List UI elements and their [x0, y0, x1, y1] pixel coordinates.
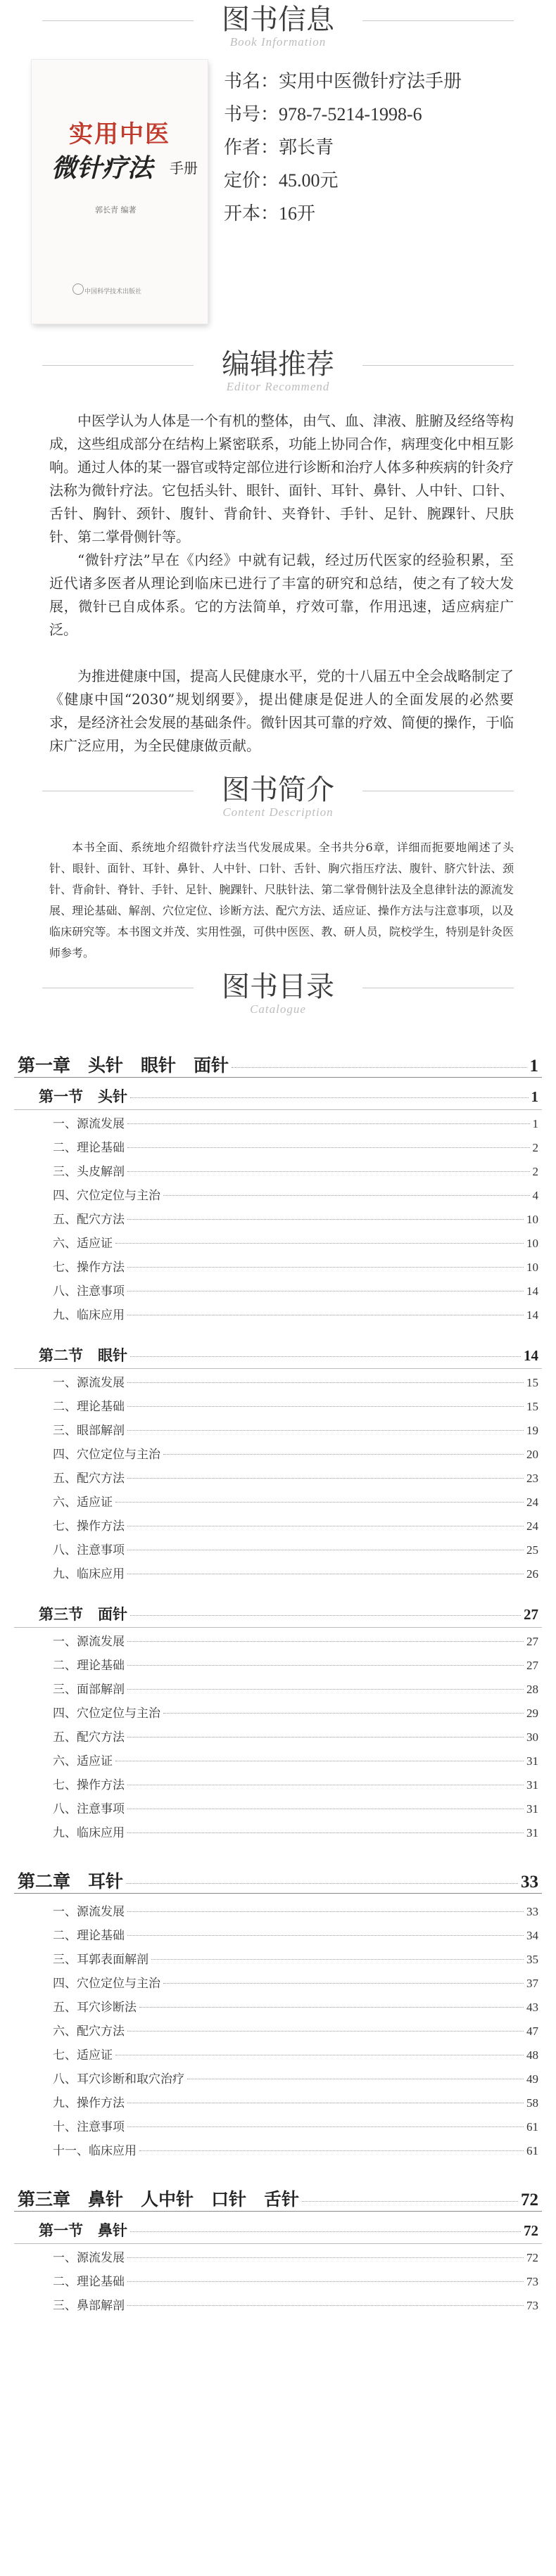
toc-page-number: 31: [526, 1826, 538, 1839]
toc-item-row: [53, 1973, 538, 1991]
toc-leader-dots: [127, 1291, 524, 1292]
toc-leader-dots: [127, 1171, 530, 1172]
toc-entry-title: 七、适应证: [53, 2048, 113, 2062]
toc-entry-title: 第二章 耳针: [18, 1871, 124, 1892]
toc-entry-title: 一、源流发展: [53, 2251, 125, 2265]
section-rule: [14, 1109, 542, 1110]
toc-page-number: 10: [526, 1213, 538, 1226]
toc-page-number: 24: [526, 1496, 538, 1509]
toc-entry-title: 七、操作方法: [53, 1519, 125, 1534]
toc-page-number: 37: [526, 1977, 538, 1990]
toc-leader-dots: [302, 2201, 518, 2202]
toc-page-number: 72: [521, 2191, 538, 2210]
toc-entry-title: 十一、临床应用: [53, 2144, 137, 2158]
toc-entry-title: 六、适应证: [53, 1237, 113, 1251]
book-name-value: 实用中医微针疗法手册: [279, 71, 462, 91]
toc-entry-title: 八、注意事项: [53, 1802, 125, 1816]
toc-page-number: 1: [531, 1088, 538, 1105]
toc-item-row: [53, 1949, 538, 1967]
cover-author: 郭长青 编著: [95, 205, 137, 215]
toc-leader-dots: [163, 1454, 524, 1455]
toc-leader-dots: [127, 2305, 524, 2306]
toc-page-number: 27: [526, 1659, 538, 1672]
toc-page-number: 61: [526, 2120, 538, 2134]
book-format-value: 16开: [279, 203, 316, 224]
section-subtitle: Catalogue: [250, 1002, 306, 1016]
toc-leader-dots: [127, 1147, 530, 1148]
toc-entry-title: 六、配穴方法: [53, 2025, 125, 2039]
toc-section-row: [39, 1603, 538, 1624]
toc-item-row: [53, 1372, 538, 1390]
toc-page-number: 61: [526, 2144, 538, 2157]
toc-item-row: [53, 1233, 538, 1251]
toc-item-row: [53, 1161, 538, 1179]
section-subtitle: Editor Recommend: [226, 380, 330, 393]
toc-item-row: [53, 2141, 538, 2158]
toc-leader-dots: [127, 1123, 530, 1124]
toc-entry-title: 九、临床应用: [53, 1826, 125, 1840]
toc-page-number: 19: [526, 1424, 538, 1437]
toc-entry-title: 第二节 眼针: [39, 1346, 127, 1364]
section-header-info: [0, 4, 556, 49]
toc-page-number: 27: [524, 1606, 538, 1623]
toc-page-number: 43: [526, 2001, 538, 2014]
toc-leader-dots: [127, 1689, 524, 1690]
description-paragraph: 本书全面、系统地介绍微针疗法当代发展成果。全书共分6章，详细而扼要地阐述了头针、眼针、面针、耳针、鼻针、人中针、口针、舌针、胸穴指压疗法、腹针、脐穴针法、颈针、背俞针、脊针、手针、足针、腕踝针、尺肤针法、第二掌骨侧针法及全息律针法的源流发展、理论基础、解剖、穴位定位、诊断方法、配穴方法、适应证、操作方法与注意事项，以及临床研究等。本书图文并茂、实用性强，可供中医医、教、研人员，院校学生，特别是针灸医师参考。: [49, 841, 514, 959]
cover-title-line1: 实用中医: [69, 120, 170, 148]
toc-entry-title: 三、面部解剖: [53, 1683, 125, 1697]
toc-item-row: [53, 1540, 538, 1557]
toc-item-row: [53, 1209, 538, 1227]
toc-entry-title: 三、头皮解剖: [53, 1165, 125, 1179]
toc-page-number: 73: [526, 2275, 538, 2288]
toc-leader-dots: [163, 1713, 524, 1714]
toc-item-row: [53, 2093, 538, 2110]
toc-item-row: [53, 1305, 538, 1322]
toc-page-number: 20: [526, 1448, 538, 1461]
book-price-value: 45.00元: [279, 170, 339, 191]
toc-entry-title: 九、临床应用: [53, 1308, 125, 1322]
toc-page-number: 28: [526, 1683, 538, 1696]
toc-entry-title: 五、配穴方法: [53, 1730, 125, 1745]
section-title: 图书目录: [222, 971, 334, 1003]
toc-entry-title: 三、耳郭表面解剖: [53, 1953, 149, 1967]
toc-entry-title: 三、眼部解剖: [53, 1424, 125, 1438]
toc-entry-title: 八、耳穴诊断和取穴治疗: [53, 2072, 184, 2086]
toc-leader-dots: [163, 1195, 530, 1196]
toc-item-row: [53, 2295, 538, 2313]
toc-leader-dots: [232, 1067, 526, 1068]
toc-item-row: [53, 1775, 538, 1792]
toc-chapter-row: [18, 1868, 538, 1893]
toc-item-row: [53, 1137, 538, 1155]
toc-page-number: 2: [532, 1165, 538, 1178]
book-isbn-value: 978-7-5214-1998-6: [279, 104, 422, 125]
toc-item-row: [53, 2247, 538, 2265]
toc-page-number: 14: [526, 1308, 538, 1322]
toc-item-row: [53, 1114, 538, 1131]
toc-section-row: [39, 2219, 538, 2240]
section-subtitle: Book Information: [229, 35, 327, 49]
toc-entry-title: 第一章 头针 眼针 面针: [18, 1055, 229, 1076]
toc-page-number: 31: [526, 1754, 538, 1768]
toc-leader-dots: [126, 1883, 518, 1884]
toc-section-row: [39, 1344, 538, 1365]
toc-entry-title: 八、注意事项: [53, 1543, 125, 1557]
toc-leader-dots: [127, 1267, 524, 1268]
toc-entry-title: 一、源流发展: [53, 1117, 125, 1131]
toc-item-row: [53, 1281, 538, 1299]
toc-page-number: 72: [526, 2251, 538, 2264]
toc-leader-dots: [139, 2007, 524, 2008]
chapter-rule: [14, 1893, 542, 1894]
toc-entry-title: 六、适应证: [53, 1754, 113, 1768]
book-isbn-row: [224, 98, 533, 131]
book-price-row: [224, 164, 533, 197]
toc-entry-title: 二、理论基础: [53, 1400, 125, 1414]
toc-leader-dots: [130, 1615, 521, 1616]
book-price-label: 定价：: [224, 170, 279, 191]
toc-item-row: [53, 1420, 538, 1438]
toc-page-number: 27: [526, 1635, 538, 1648]
chapter-rule: [14, 2211, 542, 2212]
toc-item-row: [53, 1492, 538, 1510]
toc-page-number: 58: [526, 2096, 538, 2110]
toc-entry-title: 十、注意事项: [53, 2120, 125, 2134]
toc-leader-dots: [127, 1911, 524, 1912]
toc-chapter-row: [18, 1052, 538, 1077]
toc-entry-title: 第一节 鼻针: [39, 2221, 127, 2239]
book-author-value: 郭长青: [279, 137, 334, 158]
toc-item-row: [53, 1727, 538, 1745]
toc-item-row: [53, 1396, 538, 1414]
toc-page-number: 1: [529, 1057, 538, 1076]
toc-leader-dots: [151, 1959, 524, 1960]
toc-entry-title: 六、适应证: [53, 1496, 113, 1510]
book-cover-image: [32, 60, 208, 324]
chapter-rule: [14, 1077, 542, 1078]
toc-entry-title: 四、穴位定位与主治: [53, 1189, 160, 1203]
cover-publisher: 中国科学技术出版社: [84, 288, 142, 295]
toc-page-number: 47: [526, 2025, 538, 2038]
toc-item-row: [53, 1799, 538, 1816]
toc-page-number: 48: [526, 2048, 538, 2062]
toc-page-number: 73: [526, 2299, 538, 2312]
toc-item-row: [53, 1679, 538, 1697]
book-info-list: [224, 65, 533, 230]
toc-section-row: [39, 1085, 538, 1107]
book-name-row: [224, 65, 533, 98]
toc-page-number: 26: [526, 1567, 538, 1581]
toc-page-number: 2: [532, 1141, 538, 1154]
toc-page-number: 15: [526, 1400, 538, 1413]
toc-entry-title: 一、源流发展: [53, 1376, 125, 1390]
toc-item-row: [53, 2045, 538, 2062]
toc-page-number: 24: [526, 1519, 538, 1533]
toc-leader-dots: [127, 1219, 524, 1220]
toc-item-row: [53, 1185, 538, 1203]
toc-leader-dots: [127, 1665, 524, 1666]
toc-entry-title: 第三章 鼻针 人中针 口针 舌针: [18, 2189, 300, 2210]
section-title: 图书信息: [222, 4, 334, 36]
publisher-logo-icon: [72, 283, 84, 295]
toc-page-number: 30: [526, 1730, 538, 1744]
section-title: 编辑推荐: [222, 348, 334, 381]
recommend-paragraph-2: “微针疗法”早在《内经》中就有记载，经过历代医家的经验积累，至近代诸多医者从理论到临床已进行了丰富的研究和总结，使之有了较大发展，微针已自成体系。它的方法简单，疗效可靠，作用迅速，适应病症广泛。: [49, 551, 514, 638]
section-title: 图书简介: [222, 774, 334, 806]
section-rule: [14, 2243, 542, 2244]
book-isbn-label: 书号：: [224, 104, 279, 125]
cover-title-line2: 微针疗法: [51, 153, 153, 183]
toc-entry-title: 四、穴位定位与主治: [53, 1707, 160, 1721]
toc-item-row: [53, 2117, 538, 2134]
toc-item-row: [53, 2021, 538, 2039]
toc-leader-dots: [139, 2150, 524, 2151]
toc-page-number: 31: [526, 1802, 538, 1816]
toc-item-row: [53, 1516, 538, 1534]
cover-title-line3: 手册: [170, 160, 198, 177]
toc-leader-dots: [127, 1430, 524, 1431]
toc-item-row: [53, 1997, 538, 2015]
toc-page-number: 4: [532, 1189, 538, 1202]
book-author-row: [224, 131, 533, 164]
toc-page-number: 10: [526, 1237, 538, 1250]
section-header-catalogue: [0, 971, 556, 1016]
toc-leader-dots: [115, 1502, 524, 1503]
toc-entry-title: 九、操作方法: [53, 2096, 125, 2110]
toc-page-number: 33: [521, 1873, 538, 1892]
section-rule: [14, 1627, 542, 1628]
toc-entry-title: 二、理论基础: [53, 1659, 125, 1673]
toc-page-number: 35: [526, 1953, 538, 1966]
toc-leader-dots: [130, 2231, 521, 2232]
book-author-label: 作者：: [224, 137, 279, 158]
recommend-paragraph-3: 为推进健康中国，提高人民健康水平，党的十八届五中全会战略制定了《健康中国“2030”规划纲要》，提出健康是促进人的全面发展的必然要求，是经济社会发展的基础条件。微针因其可靠的疗效、简便的操作，于临床广泛应用，为全民健康做贡献。: [49, 668, 514, 754]
toc-entry-title: 第三节 面针: [39, 1605, 127, 1623]
toc-entry-title: 二、理论基础: [53, 1141, 125, 1155]
toc-entry-title: 五、配穴方法: [53, 1472, 125, 1486]
toc-entry-title: 八、注意事项: [53, 1284, 125, 1299]
toc-page-number: 49: [526, 2072, 538, 2086]
toc-item-row: [53, 1751, 538, 1768]
toc-entry-title: 一、源流发展: [53, 1635, 125, 1649]
toc-item-row: [53, 1703, 538, 1721]
toc-item-row: [53, 2271, 538, 2289]
toc-leader-dots: [127, 1478, 524, 1479]
toc-item-row: [53, 1444, 538, 1462]
toc-leader-dots: [127, 2281, 524, 2282]
toc-leader-dots: [127, 1406, 524, 1407]
toc-entry-title: 五、耳穴诊断法: [53, 2001, 137, 2015]
toc-leader-dots: [130, 1097, 529, 1098]
toc-entry-title: 四、穴位定位与主治: [53, 1977, 160, 1991]
toc-leader-dots: [127, 1641, 524, 1642]
toc-chapter-row: [18, 2186, 538, 2211]
section-header-recommend: [0, 348, 556, 393]
toc-leader-dots: [127, 2031, 524, 2032]
toc-entry-title: 七、操作方法: [53, 1261, 125, 1275]
toc-item-row: [53, 1925, 538, 1943]
toc-entry-title: 五、配穴方法: [53, 1213, 125, 1227]
recommend-paragraph-1: 中医学认为人体是一个有机的整体，由气、血、津液、脏腑及经络等构成，这些组成部分在结构上紧密联系，功能上协同合作，病理变化中相互影响。通过人体的某一器官或特定部位进行诊断和治疗人体多种疾病的针灸疗法称为微针疗法。它包括头针、眼针、面针、耳针、鼻针、人中针、口针、舌针、胸针、颈针、腹针、背俞针、夹脊针、手针、足针、腕踝针、尺肤针、第二掌骨侧针等。: [49, 412, 514, 545]
toc-entry-title: 二、理论基础: [53, 2275, 125, 2289]
toc-item-row: [53, 2069, 538, 2086]
toc-page-number: 14: [524, 1347, 538, 1364]
toc-page-number: 34: [526, 1929, 538, 1942]
toc-item-row: [53, 1631, 538, 1649]
toc-leader-dots: [163, 1983, 524, 1984]
toc-entry-title: 九、临床应用: [53, 1567, 125, 1581]
book-name-label: 书名：: [224, 71, 279, 92]
toc-page-number: 72: [524, 2222, 538, 2239]
toc-page-number: 25: [526, 1543, 538, 1557]
toc-item-row: [53, 1257, 538, 1275]
toc-page-number: 1: [532, 1117, 538, 1130]
toc-leader-dots: [130, 1356, 521, 1357]
book-format-label: 开本：: [224, 203, 279, 224]
toc-entry-title: 第一节 头针: [39, 1088, 127, 1105]
toc-page-number: 33: [526, 1905, 538, 1918]
toc-leader-dots: [127, 2257, 524, 2258]
section-header-description: [0, 774, 556, 819]
toc-item-row: [53, 1823, 538, 1840]
toc-entry-title: 七、操作方法: [53, 1778, 125, 1792]
toc-page-number: 15: [526, 1376, 538, 1389]
toc-page-number: 23: [526, 1472, 538, 1485]
toc-page-number: 14: [526, 1284, 538, 1298]
toc-item-row: [53, 1564, 538, 1581]
toc-page-number: 10: [526, 1261, 538, 1274]
section-rule: [14, 1368, 542, 1369]
toc-entry-title: 一、源流发展: [53, 1905, 125, 1919]
book-format-row: [224, 197, 533, 230]
toc-page-number: 31: [526, 1778, 538, 1792]
section-subtitle: Content Description: [222, 805, 334, 819]
toc-entry-title: 三、鼻部解剖: [53, 2299, 125, 2313]
toc-entry-title: 二、理论基础: [53, 1929, 125, 1943]
toc-page-number: 29: [526, 1707, 538, 1720]
toc-leader-dots: [127, 1832, 524, 1833]
toc-leader-dots: [127, 1382, 524, 1383]
toc-leader-dots: [115, 1243, 524, 1244]
toc-item-row: [53, 1655, 538, 1673]
toc-item-row: [53, 1468, 538, 1486]
toc-item-row: [53, 1901, 538, 1919]
toc-entry-title: 四、穴位定位与主治: [53, 1448, 160, 1462]
toc-leader-dots: [127, 1935, 524, 1936]
